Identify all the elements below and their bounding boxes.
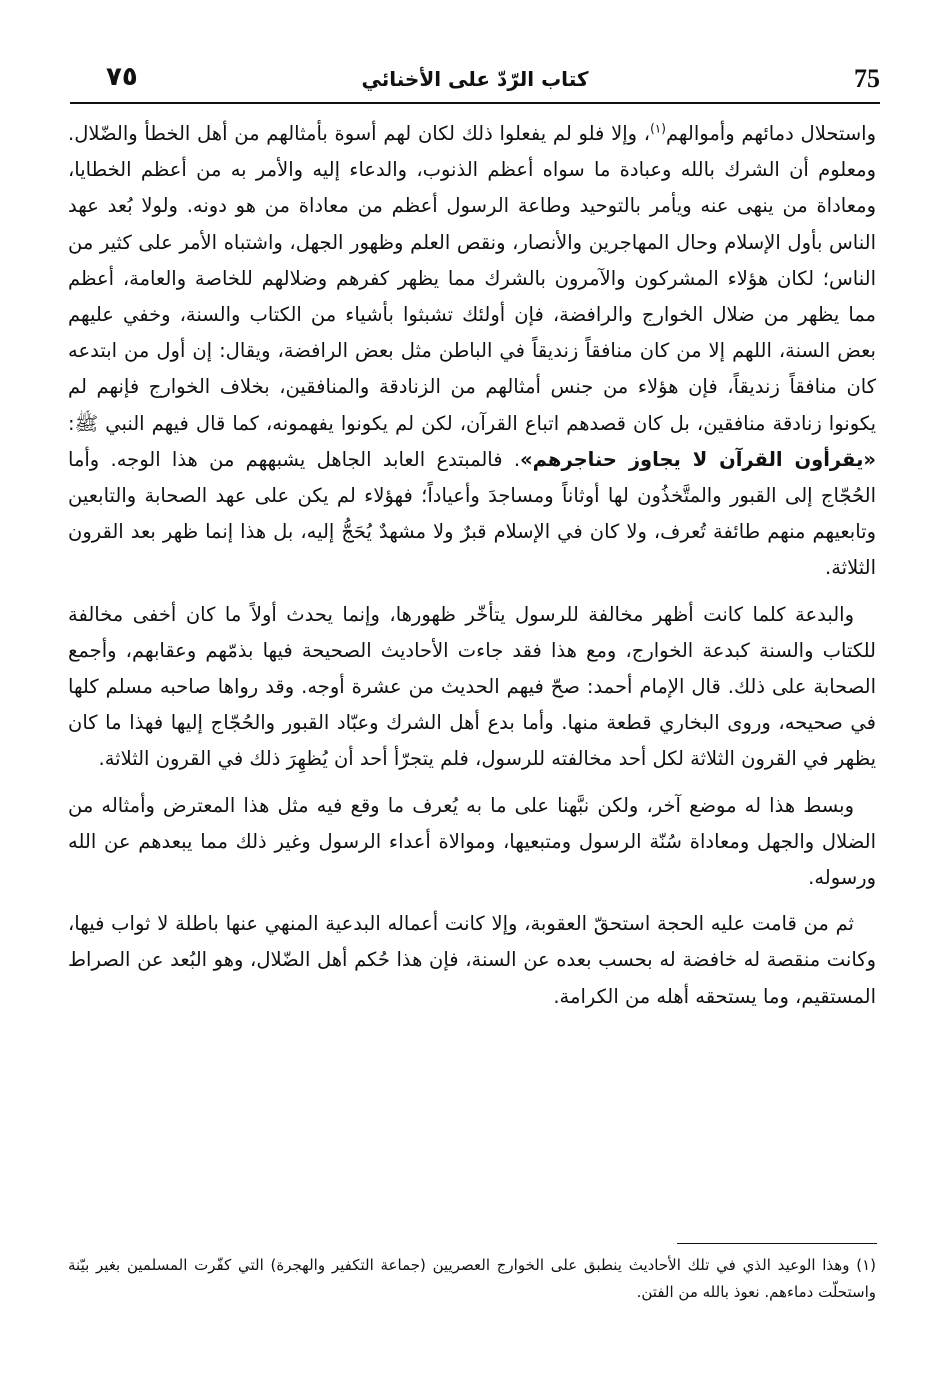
hadith-quote: «يقرأون القرآن لا يجاوز حناجرهم» [520, 447, 876, 471]
page-header [70, 62, 880, 100]
running-title: كتاب الرّدّ على الأخنائي [361, 67, 589, 91]
page-number-latin: 75 [854, 64, 880, 93]
main-text [68, 116, 876, 1025]
page-number-arabic: ٧٥ [106, 62, 138, 92]
paragraph-1-part-c: . فالمبتدع العابد الجاهل يشبههم من هذا الوجه. وأما الحُجّاج إلى القبور والمتَّخذُون لها أوثاناً ومساجدَ وأعياداً؛ فهؤلاء لم يكن على عهد الصحابة والتابعين وتابعيهم منهم طائفة تُعرف، ولا كان في الإسلام قبرٌ ولا مشهدٌ يُحَجُّ إليه، بل هذا إنما ظهر بعد القرون الثلاثة. [68, 447, 876, 580]
paragraph-1 [68, 116, 876, 587]
footnote-1-marker: (١) [856, 1256, 876, 1274]
footnote-rule [677, 1243, 877, 1244]
footnote-1 [68, 1252, 876, 1306]
header-rule [70, 102, 880, 104]
paragraph-1-part-b: ، وإلا فلو لم يفعلوا ذلك لكان لهم أسوة بأمثالهم من أهل الخطأ والضّلال. ومعلوم أن الشرك بالله وعبادة ما سواه أعظم الذنوب، والدعاء إليه والأمر به من أعظم الخطايا، ومعاداة من ينهى عنه ويأمر بالتوحيد وطاعة الرسول أعظم من معاداة من هو دونه. ولولا بُعد عهد الناس بأول الإسلام وحال المهاجرين والأنصار، ونقص العلم وظهور الجهل، واشتباه الأمر على كثير من الناس؛ لكان هؤلاء المشركون والآمرون بالشرك مما يظهر كفرهم وضلالهم للخاصة والعامة، أعظم مما يظهر من ضلال الخوارج والرافضة، فإن أولئك تشبثوا بأشياء من الكتاب والسنة، وخفي عليهم بعض السنة، اللهم إلا من كان منافقاً زنديقاً في الباطن مثل بعض الرافضة، ويقال: إن أول من ابتدعه كان منافقاً زنديقاً، فإن هؤلاء من جنس أمثالهم من الزنادقة والمنافقين، بخلاف الخوارج فإنهم لم يكونوا زنادقة منافقين، بل كان قصدهم اتباع القرآن، لكن لم يكونوا يفهمونه، كما قال فيهم النبي ﷺ: [68, 122, 876, 435]
footnotes [68, 1252, 876, 1306]
footnote-reference: (١) [650, 121, 666, 136]
paragraph-4: ثم من قامت عليه الحجة استحقّ العقوبة، وإلا كانت أعماله البدعية المنهي عنها باطلة لا ثواب فيها، وكانت منقصة له خافضة له بحسب بعده عن السنة، فإن هذا حُكم أهل الضّلال، وهو البُعد عن الصراط المستقيم، وما يستحقه أهله من الكرامة. [68, 912, 876, 1008]
paragraph-2: والبدعة كلما كانت أظهر مخالفة للرسول يتأخّر ظهورها، وإنما يحدث أولاً ما كان أخفى مخالفة للكتاب والسنة كبدعة الخوارج، ومع هذا فقد جاءت الأحاديث الصحيحة فيها بذمّهم وعقابهم، وأجمع الصحابة على ذلك. قال الإمام أحمد: صحّ فيهم الحديث من عشرة أوجه. وقد رواها صاحبه مسلم كلها في صحيحه، وروى البخاري قطعة منها. وأما بدع أهل الشرك وعبّاد القبور والحُجّاج إليها فهذا ما كان يظهر في القرون الثلاثة لكل أحد مخالفته للرسول، فلم يتجرّأ أحد أن يُظهِرَ ذلك في القرون الثلاثة. [68, 602, 876, 771]
paragraph-3: وبسط هذا له موضع آخر، ولكن نبَّهنا على ما به يُعرف ما وقع فيه مثل هذا المعترض وأمثاله من الضلال والجهل ومعاداة سُنّة الرسول ومتبعيها، وموالاة أعداء الرسول وغير ذلك مما يبعدهم عن الله ورسوله. [68, 793, 876, 890]
footnote-1-text: وهذا الوعيد الذي في تلك الأحاديث ينطبق على الخوارج العصريين (جماعة التكفير والهجرة) التي كفّرت المسلمين بغير بيّنة واستحلّت دماءهم. نعوذ بالله من الفتن. [68, 1256, 876, 1301]
paragraph-1-part-a: واستحلال دمائهم وأموالهم [665, 122, 876, 145]
